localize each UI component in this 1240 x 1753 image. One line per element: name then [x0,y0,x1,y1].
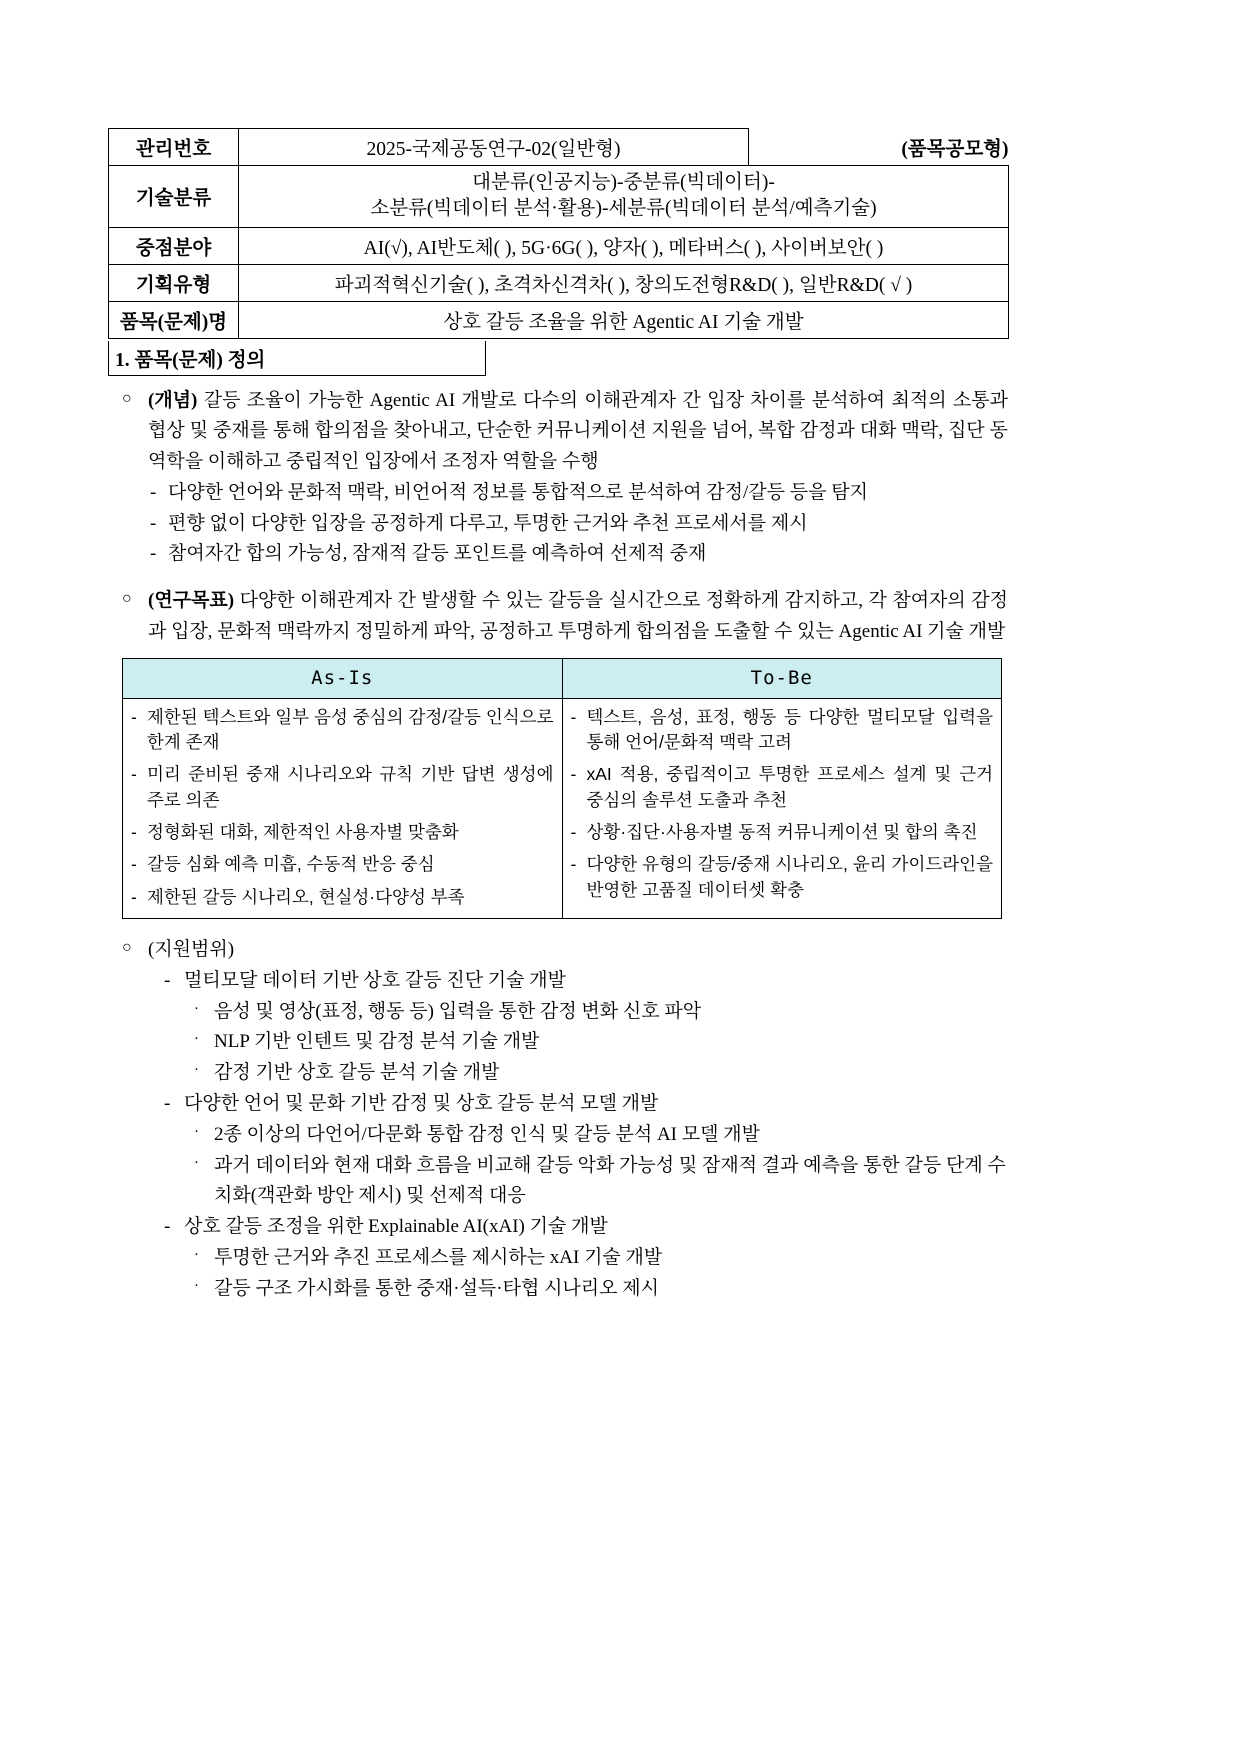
table-row-manage-number [109,129,1009,166]
label-plan-type: 기획유형 [109,264,239,301]
scope-group-1-title: 멀티모달 데이터 기반 상호 갈등 진단 기술 개발 [184,969,566,991]
to-be-item [571,762,994,813]
bullet-circle-icon: ○ [122,939,132,957]
as-is-item-text: 미리 준비된 중재 시나리오와 규칙 기반 답변 생성에 주로 의존 [147,764,554,810]
scope-group-1-dash [164,966,1008,997]
spacer [108,570,1008,586]
scope-title: (지원범위) [148,939,235,961]
comparison-body-row [123,698,1002,919]
to-be-item-text: xAI 적용, 중립적이고 투명한 프로세스 설계 및 근거 중심의 솔루션 도출과 추천 [586,764,993,810]
value-manage-number: 2025-국제공동연구-02(일반형) [239,129,749,166]
dash-icon: - [570,822,577,843]
concept-dash-2 [150,509,1008,540]
tech-classification-line2: 소분류(빅데이터 분석·활용)-세분류(빅데이터 분석/예측기술) [370,198,877,220]
scope-group-3-dash [164,1212,1008,1243]
table-row-focus-field [109,227,1009,264]
goal-block [122,586,1008,648]
table-row-plan-type [109,264,1009,301]
section-title-wrap [108,341,1008,376]
dash-icon: - [131,706,137,727]
as-is-item-text: 갈등 심화 예측 미흡, 수동적 반응 중심 [147,854,435,875]
section-title: 1. 품목(문제) 정의 [108,341,486,376]
to-be-item [571,705,994,756]
label-manage-number: 관리번호 [109,129,239,166]
as-is-item-text: 제한된 갈등 시나리오, 현실성·다양성 부족 [147,886,465,907]
concept-block [122,386,1008,478]
as-is-item [131,762,554,813]
concept-dash-1 [150,478,1008,509]
as-is-item [131,705,554,756]
middot-icon: · [194,1031,199,1048]
note-public-offering: (품목공모형) [901,138,1009,160]
dash-icon: - [570,706,577,727]
concept-lead: (개념) [148,389,198,411]
dash-icon: - [570,764,577,785]
scope-item [194,1274,1008,1305]
goal-lead: (연구목표) [148,590,235,612]
scope-block [122,935,1008,966]
dash-icon: - [131,854,137,875]
goal-body: 다양한 이해관계자 간 발생할 수 있는 갈등을 실시간으로 정확하게 감지하고, 각 참여자의 감정과 입장, 문화적 맥락까지 정밀하게 파악, 공정하고 투명하게 합의점을 도출할 수 있는 Agentic AI 기술 개발 [148,590,1008,642]
value-focus-field: AI(√), AI반도체( ), 5G·6G( ), 양자( ), 메타버스( ), 사이버보안( ) [239,227,1009,264]
label-tech-classification: 기술분류 [109,166,239,228]
middot-icon: · [194,1000,199,1017]
table-row-tech-classification [109,166,1009,228]
scope-group-3-title: 상호 갈등 조정을 위한 Explainable AI(xAI) 기술 개발 [184,1216,608,1238]
concept-dash-3 [150,539,1008,570]
as-is-cell [123,698,563,919]
dash-icon: - [131,764,137,785]
dash-icon: - [164,1216,171,1238]
document-body [108,386,1008,1305]
dash-icon: - [131,886,137,907]
comparison-header-row [123,658,1002,698]
header-info-table [108,128,1009,339]
middot-icon: · [194,1154,199,1171]
to-be-item-text: 다양한 유형의 갈등/중재 시나리오, 윤리 가이드라인을 반영한 고품질 데이터셋 확충 [586,854,993,900]
dash-icon: - [150,481,157,503]
to-be-item [571,820,994,845]
to-be-header: To-Be [562,658,1002,698]
concept-dash-2-text: 편향 없이 다양한 입장을 공정하게 다루고, 투명한 근거와 추천 프로세서를 제시 [168,512,808,534]
scope-item [194,1120,1008,1151]
dash-icon: - [131,822,137,843]
tech-classification-line1: 대분류(인공지능)-중분류(빅데이터)- [472,172,775,193]
as-is-item [131,820,554,845]
dash-icon: - [570,854,577,875]
as-is-item-text: 제한된 텍스트와 일부 음성 중심의 감정/갈등 인식으로 한계 존재 [147,706,554,752]
scope-item [194,1058,1008,1089]
to-be-item-text: 상황·집단·사용자별 동적 커뮤니케이션 및 합의 촉진 [586,822,978,843]
scope-group-2-dash [164,1089,1008,1120]
dash-icon: - [164,969,171,991]
as-is-item-text: 정형화된 대화, 제한적인 사용자별 맞춤화 [147,822,459,843]
scope-item-text: 2종 이상의 다언어/다문화 통합 감정 인식 및 갈등 분석 AI 모델 개발 [214,1123,760,1145]
as-is-to-be-table [122,658,1002,919]
bullet-circle-icon: ○ [122,389,132,407]
to-be-item-text: 텍스트, 음성, 표정, 행동 등 다양한 멀티모달 입력을 통해 언어/문화적 맥락 고려 [586,706,993,752]
scope-item [194,1243,1008,1274]
bullet-circle-icon: ○ [122,590,132,608]
concept-body: 갈등 조율이 가능한 Agentic AI 개발로 다수의 이해관계자 간 입장 차이를 분석하여 최적의 소통과 협상 및 중재를 통해 합의점을 찾아내고, 단순한 커뮤니케이션 지원을 넘어, 복합 감정과 대화 맥락, 집단 동역학을 이해하고 중립적인 입장에서 조정자 역할을 수행 [148,389,1008,473]
dash-icon: - [150,543,157,565]
as-is-item [131,885,554,910]
middot-icon: · [194,1123,199,1140]
scope-group-2-title: 다양한 언어 및 문화 기반 감정 및 상호 갈등 분석 모델 개발 [184,1092,659,1114]
to-be-cell [562,698,1002,919]
concept-dash-1-text: 다양한 언어와 문화적 맥락, 비언어적 정보를 통합적으로 분석하여 감정/갈등 등을 탐지 [168,481,868,503]
document-page [108,128,1008,1304]
dash-icon: - [150,512,157,534]
scope-item-text: 감정 기반 상호 갈등 분석 기술 개발 [214,1062,500,1084]
scope-item-text: NLP 기반 인텐트 및 감정 분석 기술 개발 [214,1031,540,1053]
label-focus-field: 중점분야 [109,227,239,264]
spacer [108,919,1008,935]
middot-icon: · [194,1277,199,1294]
scope-item-text: 과거 데이터와 현재 대화 흐름을 비교해 갈등 악화 가능성 및 잠재적 결과 예측을 통한 갈등 단계 수치화(객관화 방안 제시) 및 선제적 대응 [214,1154,1006,1207]
concept-text [148,386,1008,478]
to-be-item [571,852,994,903]
concept-dash-3-text: 참여자간 합의 가능성, 잠재적 갈등 포인트를 예측하여 선제적 중재 [168,543,707,565]
label-item-name: 품목(문제)명 [109,301,239,338]
scope-item-text: 음성 및 영상(표정, 행동 등) 입력을 통한 감정 변화 신호 파악 [214,1000,702,1022]
scope-item [194,1027,1008,1058]
as-is-item [131,852,554,877]
goal-text [148,586,1008,648]
scope-item-text: 갈등 구조 가시화를 통한 중재·설득·타협 시나리오 제시 [214,1277,659,1299]
as-is-header: As-Is [123,658,563,698]
scope-item [194,997,1008,1028]
table-row-item-name [109,301,1009,338]
scope-item [194,1151,1008,1213]
middot-icon: · [194,1062,199,1079]
value-plan-type: 파괴적혁신기술( ), 초격차신격차( ), 창의도전형R&D( ), 일반R&D( √ ) [239,264,1009,301]
value-item-name: 상호 갈등 조율을 위한 Agentic AI 기술 개발 [239,301,1009,338]
value-tech-classification [239,166,1009,228]
middot-icon: · [194,1246,199,1263]
dash-icon: - [164,1092,171,1114]
scope-item-text: 투명한 근거와 추진 프로세스를 제시하는 xAI 기술 개발 [214,1246,663,1268]
